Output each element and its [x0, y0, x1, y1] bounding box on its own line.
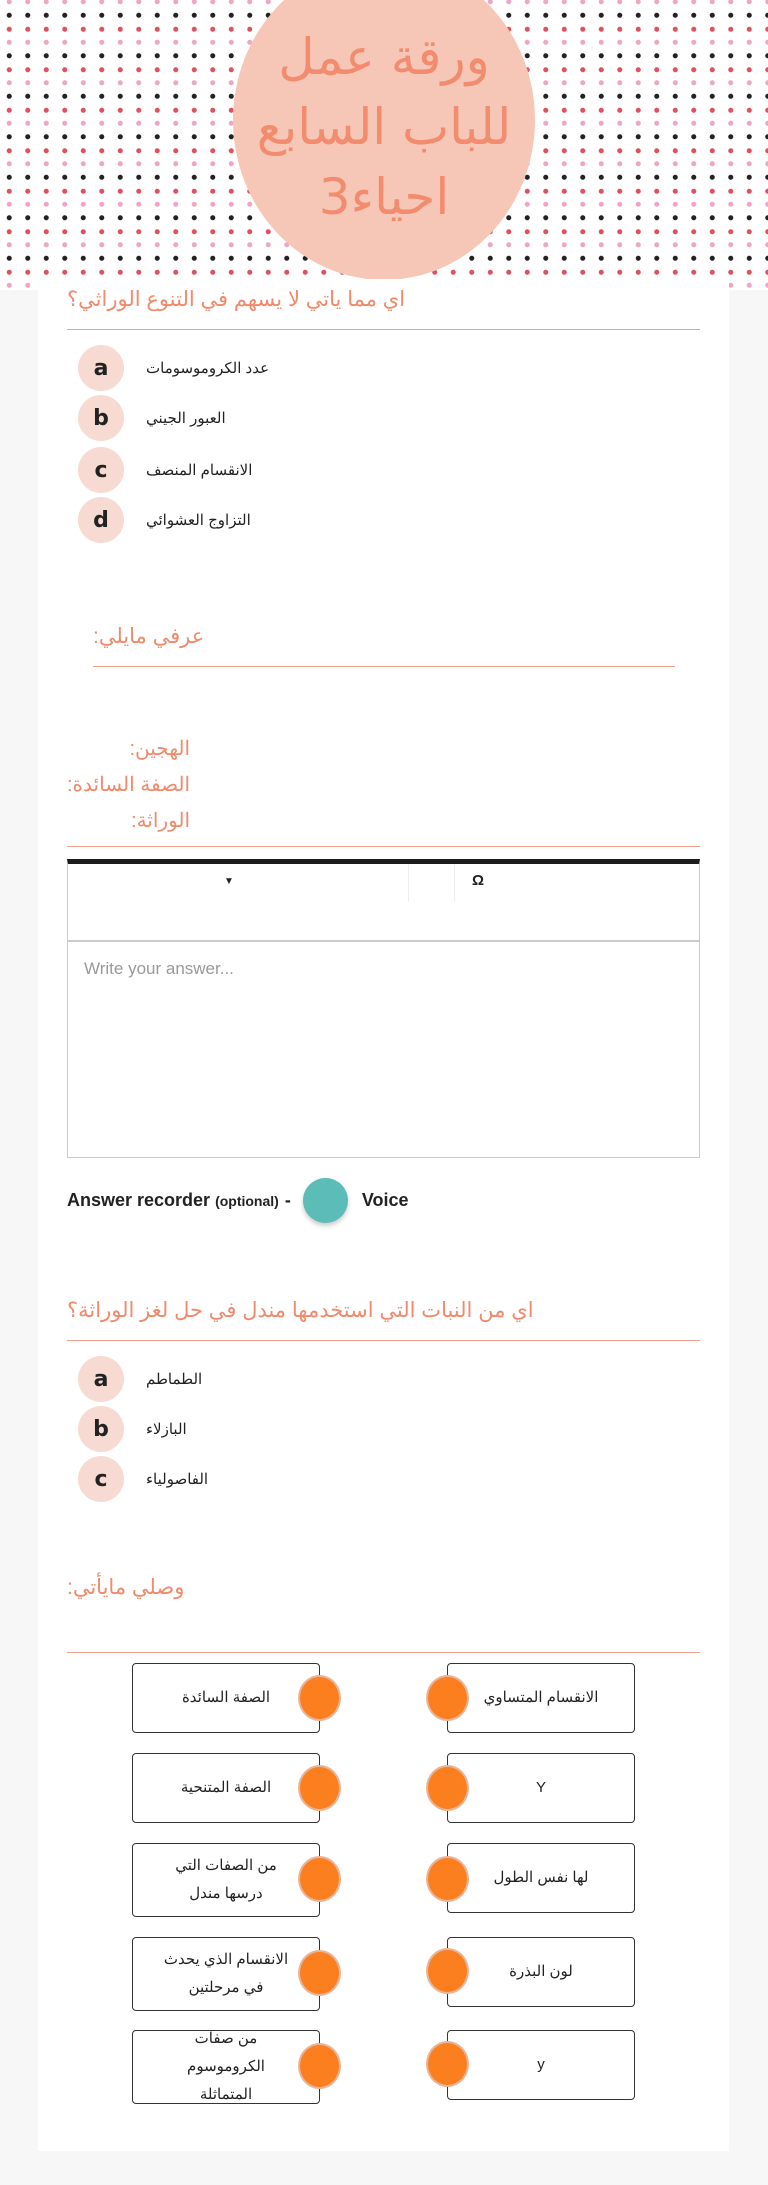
option-c[interactable]	[78, 1456, 208, 1502]
option-text: العبور الجيني	[146, 410, 226, 427]
toolbar-separator	[408, 864, 409, 902]
match-connector-dot[interactable]	[298, 1856, 341, 1902]
match-connector-dot[interactable]	[298, 2043, 341, 2089]
term: الوراثة:	[131, 810, 191, 832]
divider	[67, 1652, 700, 1653]
worksheet-title	[233, 22, 535, 232]
title-line: للباب السابع	[256, 98, 512, 156]
editor-toolbar	[68, 864, 699, 942]
match-right-item[interactable]: الانقسام المتساوي	[447, 1663, 635, 1733]
option-letter-badge: b	[78, 1406, 124, 1452]
recorder-dash: -	[284, 1190, 291, 1210]
option-b[interactable]	[78, 395, 226, 441]
option-letter-badge: b	[78, 395, 124, 441]
answer-editor[interactable]	[67, 859, 700, 1158]
option-text: الفاصولياء	[146, 1471, 209, 1488]
match-left-item[interactable]: الصفة المتنحية	[132, 1753, 320, 1823]
match-connector-dot[interactable]	[426, 1675, 469, 1721]
voice-label: Voice	[361, 1190, 409, 1210]
terms-list	[67, 731, 190, 839]
question-4-title: وصلي مايأتي:	[67, 1576, 185, 1599]
option-a[interactable]	[78, 1356, 202, 1402]
option-a[interactable]	[78, 345, 269, 391]
match-connector-dot[interactable]	[426, 1948, 469, 1994]
divider	[67, 329, 700, 330]
match-left-item[interactable]: من صفات الكروموسوم المتماثلة	[132, 2030, 320, 2104]
option-b[interactable]	[78, 1406, 187, 1452]
match-right-item[interactable]: لها نفس الطول	[447, 1843, 635, 1913]
match-connector-dot[interactable]	[298, 1950, 341, 1996]
option-letter-badge: c	[78, 1456, 124, 1502]
match-right-item[interactable]: لون البذرة	[447, 1937, 635, 2007]
match-connector-dot[interactable]	[426, 1856, 469, 1902]
special-character-button[interactable]: Ω	[472, 872, 485, 889]
match-right-item[interactable]: Y	[447, 1753, 635, 1823]
question-2-title: عرفي مايلي:	[93, 625, 205, 648]
option-text: الانقسام المنصف	[146, 462, 253, 479]
option-text: التزاوج العشوائي	[146, 512, 251, 529]
option-letter-badge: a	[78, 345, 124, 391]
option-text: عدد الكروموسومات	[146, 360, 270, 377]
divider	[93, 666, 675, 667]
question-1-title: اي مما ياتي لا يسهم في التنوع الوراثي؟	[67, 288, 406, 311]
match-connector-dot[interactable]	[298, 1675, 341, 1721]
match-right-item[interactable]: y	[447, 2030, 635, 2100]
answer-placeholder[interactable]: Write your answer...	[84, 959, 234, 978]
match-connector-dot[interactable]	[298, 1765, 341, 1811]
match-left-item[interactable]: من الصفات التي درسها مندل	[132, 1843, 320, 1917]
title-line: ورقة عمل	[278, 28, 490, 86]
match-left-item[interactable]: الصفة السائدة	[132, 1663, 320, 1733]
term: الهجين:	[129, 738, 191, 760]
option-letter-badge: a	[78, 1356, 124, 1402]
option-letter-badge: d	[78, 497, 124, 543]
divider	[67, 846, 700, 847]
answer-recorder	[67, 1178, 409, 1223]
question-3-title: اي من النبات التي استخدمها مندل في حل لغز الوراثة؟	[67, 1299, 534, 1322]
option-text: الطماطم	[146, 1371, 203, 1388]
toolbar-separator	[454, 864, 455, 902]
match-connector-dot[interactable]	[426, 1765, 469, 1811]
term: الصفة السائدة:	[67, 774, 191, 796]
title-line: احياء3	[318, 168, 450, 226]
divider	[67, 1340, 700, 1341]
option-c[interactable]	[78, 447, 252, 493]
option-text: البازلاء	[146, 1421, 187, 1438]
worksheet-card	[38, 279, 729, 2151]
match-left-item[interactable]: الانقسام الذي يحدث في مرحلتين	[132, 1937, 320, 2011]
option-letter-badge: c	[78, 447, 124, 493]
recorder-optional: (optional)	[215, 1192, 279, 1209]
option-d[interactable]	[78, 497, 251, 543]
voice-record-button[interactable]	[303, 1178, 348, 1223]
recorder-label: Answer recorder	[67, 1190, 211, 1210]
match-connector-dot[interactable]	[426, 2041, 469, 2087]
dropdown-caret-icon[interactable]: ▼	[224, 876, 234, 887]
